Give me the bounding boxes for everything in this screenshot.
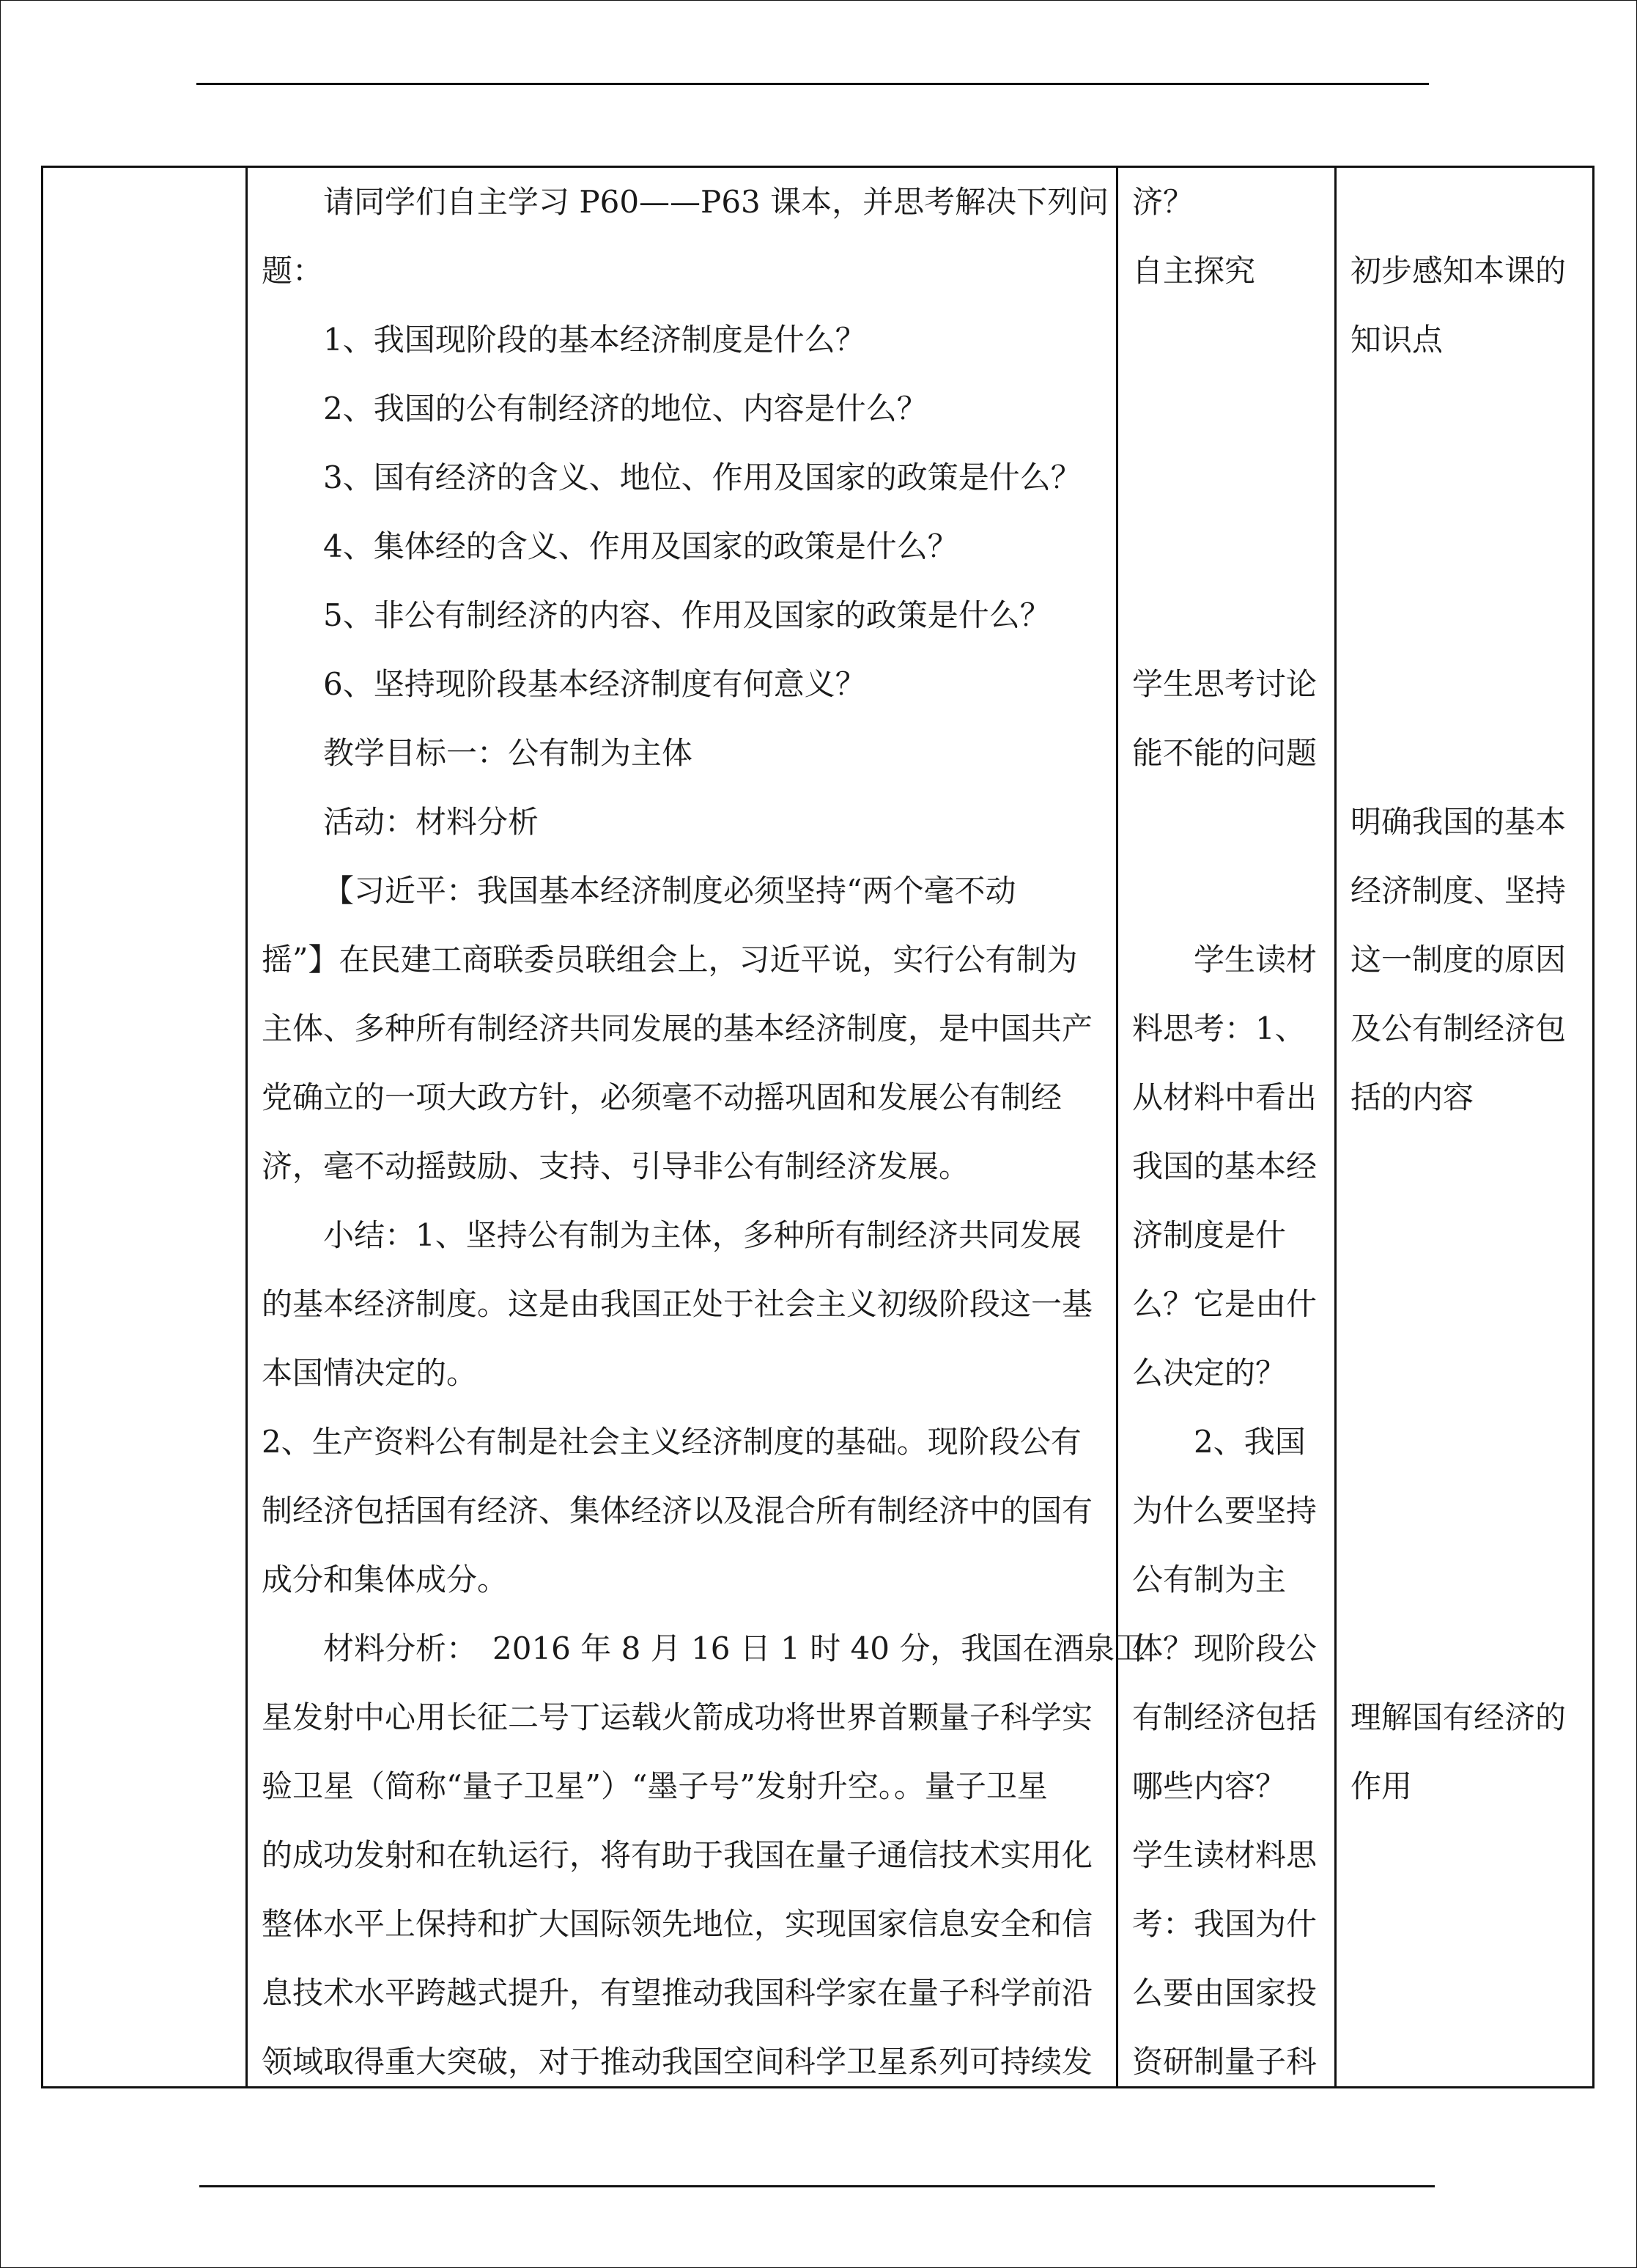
teaching-text-line: 主体、多种所有制经济共同发展的基本经济制度，是中国共产	[262, 1011, 1093, 1046]
teaching-text-line: 星发射中心用长征二号丁运载火箭成功将世界首颗量子科学实	[262, 1699, 1093, 1735]
design-intent-line: 初步感知本课的	[1350, 253, 1567, 289]
teaching-text-line: 1、我国现阶段的基本经济制度是什么？	[323, 322, 866, 358]
column-divider	[1116, 168, 1118, 2086]
student-activity-line: 学生读材	[1194, 942, 1318, 978]
teaching-text-line: 整体水平上保持和扩大国际领先地位，实现国家信息安全和信	[262, 1906, 1093, 1942]
column-divider	[1334, 168, 1337, 2086]
teaching-text-line: 小结：1、坚持公有制为主体，多种所有制经济共同发展	[323, 1217, 1082, 1253]
teaching-text-line: 的成功发射和在轨运行，将有助于我国在量子通信技术实用化	[262, 1837, 1093, 1873]
teaching-text-line: 的基本经济制度。这是由我国正处于社会主义初级阶段这一基	[262, 1286, 1093, 1322]
teaching-text-line: 息技术水平跨越式提升，有望推动我国科学家在量子科学前沿	[262, 1975, 1093, 2011]
student-activity-line: 么？它是由什	[1132, 1286, 1318, 1322]
design-intent-line: 知识点	[1350, 322, 1444, 358]
teaching-text-line: 【习近平：我国基本经济制度必须坚持“两个毫不动	[323, 873, 1016, 909]
teaching-text-line: 制经济包括国有经济、集体经济以及混合所有制经济中的国有	[262, 1493, 1093, 1529]
header-rule	[196, 83, 1429, 85]
student-activity-line: 学生读材料思	[1132, 1837, 1318, 1873]
design-intent-line: 这一制度的原因	[1350, 942, 1567, 978]
student-activity-line: 济制度是什	[1132, 1217, 1287, 1253]
design-intent-line: 经济制度、坚持	[1350, 873, 1567, 909]
teaching-text-line: 济，毫不动摇鼓励、支持、引导非公有制经济发展。	[262, 1148, 970, 1184]
teaching-text-line: 验卫星（简称“量子卫星”）“墨子号”发射升空。。量子卫星	[262, 1768, 1048, 1804]
teaching-text-line: 摇”】在民建工商联委员联组会上，习近平说，实行公有制为	[262, 942, 1078, 978]
teaching-text-line: 3、国有经济的含义、地位、作用及国家的政策是什么？	[323, 459, 1082, 495]
design-intent-line: 括的内容	[1350, 1079, 1474, 1115]
teaching-text-line: 6、坚持现阶段基本经济制度有何意义？	[323, 666, 866, 702]
student-activity-line: 么决定的？	[1132, 1355, 1287, 1391]
design-intent-line: 作用	[1350, 1768, 1413, 1804]
student-activity-line: 公有制为主	[1132, 1562, 1287, 1597]
teaching-text-line: 教学目标一：公有制为主体	[323, 735, 693, 771]
student-activity-line: 能不能的问题	[1132, 735, 1318, 771]
student-activity-line: 我国的基本经	[1132, 1148, 1318, 1184]
design-intent-line: 明确我国的基本	[1350, 804, 1567, 840]
student-activity-line: 自主探究	[1132, 253, 1256, 289]
teaching-text-line: 本国情决定的。	[262, 1355, 478, 1391]
student-activity-line: 么要由国家投	[1132, 1975, 1318, 2011]
student-activity-line: 有制经济包括	[1132, 1699, 1318, 1735]
student-activity-line: 2、我国	[1194, 1424, 1306, 1460]
teaching-text-line: 领域取得重大突破，对于推动我国空间科学卫星系列可持续发	[262, 2044, 1093, 2080]
design-intent-line: 理解国有经济的	[1350, 1699, 1567, 1735]
teaching-text-line: 党确立的一项大政方针，必须毫不动摇巩固和发展公有制经	[262, 1079, 1063, 1115]
teaching-text-line: 材料分析： 2016 年 8 月 16 日 1 时 40 分，我国在酒泉卫	[323, 1630, 1146, 1666]
student-activity-line: 为什么要坚持	[1132, 1493, 1318, 1529]
teaching-text-line: 成分和集体成分。	[262, 1562, 509, 1597]
teaching-text-line: 请同学们自主学习 P60——P63 课本，并思考解决下列问	[323, 184, 1109, 220]
teaching-text-line: 2、生产资料公有制是社会主义经济制度的基础。现阶段公有	[262, 1424, 1082, 1460]
lesson-plan-table	[41, 166, 1594, 2088]
teaching-text-line: 活动：材料分析	[323, 804, 539, 840]
teaching-text-line: 5、非公有制经济的内容、作用及国家的政策是什么？	[323, 597, 1051, 633]
student-activity-line: 哪些内容？	[1132, 1768, 1287, 1804]
student-activity-line: 考：我国为什	[1132, 1906, 1318, 1942]
teaching-text-line: 题：	[262, 253, 324, 289]
teaching-text-line: 2、我国的公有制经济的地位、内容是什么？	[323, 391, 928, 426]
teaching-text-line: 4、集体经的含义、作用及国家的政策是什么？	[323, 528, 958, 564]
student-activity-line: 学生思考讨论	[1132, 666, 1318, 702]
student-activity-line: 料思考：1、	[1132, 1011, 1306, 1046]
design-intent-line: 及公有制经济包	[1350, 1011, 1567, 1046]
footer-rule	[199, 2185, 1435, 2187]
student-activity-line: 体？现阶段公	[1132, 1630, 1318, 1666]
student-activity-line: 资研制量子科	[1132, 2044, 1318, 2080]
column-divider	[245, 168, 248, 2086]
student-activity-line: 济？	[1132, 184, 1194, 220]
student-activity-line: 从材料中看出	[1132, 1079, 1318, 1115]
